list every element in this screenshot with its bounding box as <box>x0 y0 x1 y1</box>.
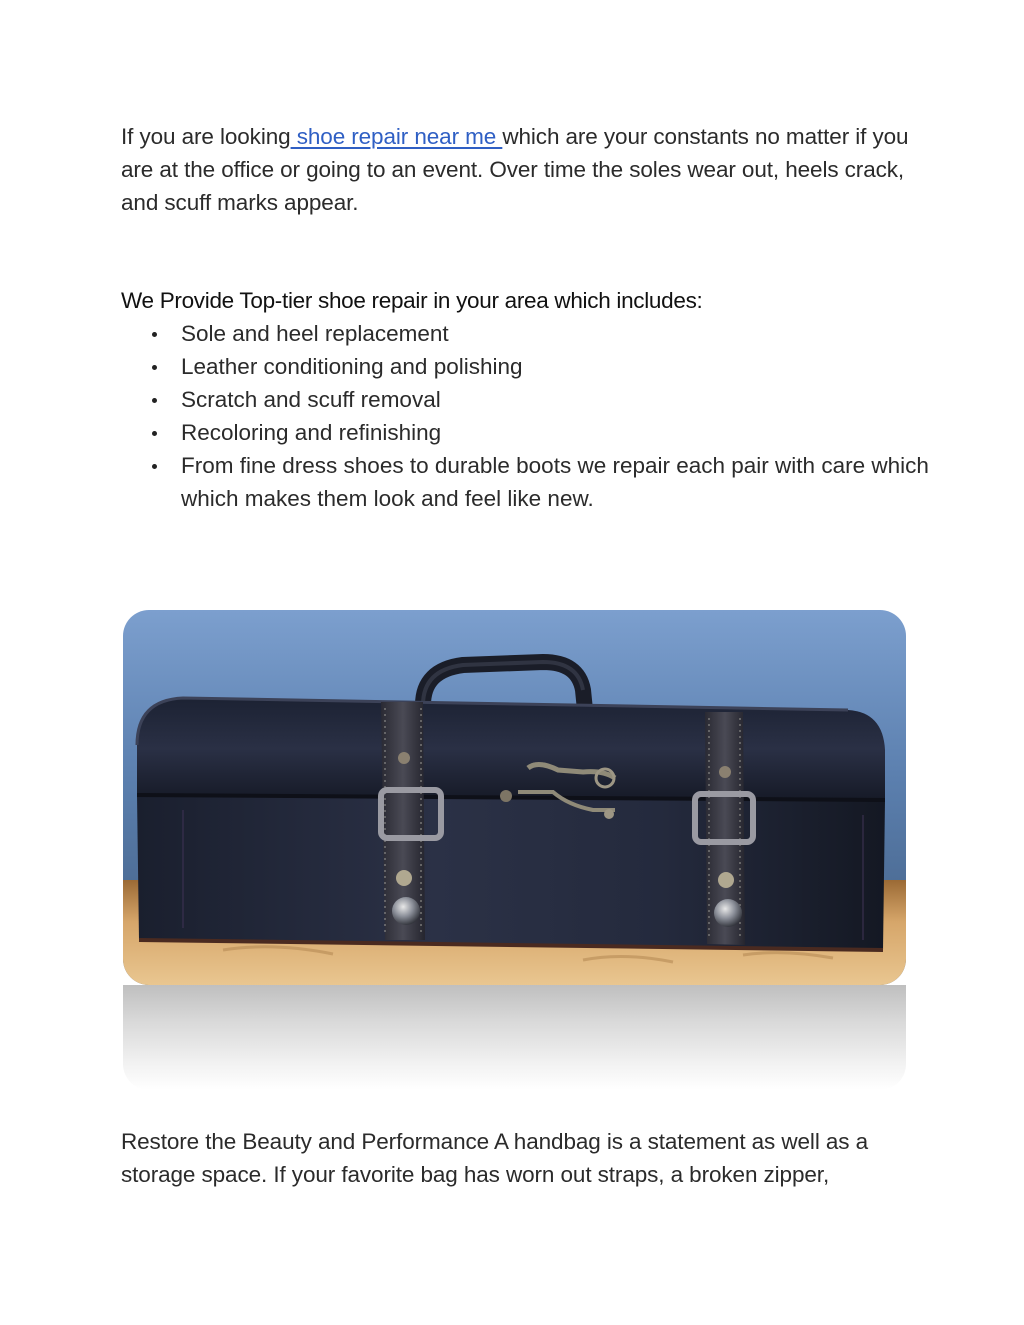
photo-reflection <box>123 985 906 1090</box>
leather-trunk-photo <box>123 610 906 985</box>
list-item: Recoloring and refinishing <box>181 416 981 449</box>
intro-paragraph <box>121 120 911 219</box>
services-heading: We Provide Top-tier shoe repair in your area which includes: <box>121 288 703 313</box>
list-item: Scratch and scuff removal <box>181 383 981 416</box>
intro-text-after-link: which are your constants no matter if you are at the office or going to an event. Over time the soles wear out, heels crack, and scuff marks appear. <box>121 124 909 215</box>
list-item: Sole and heel replacement <box>181 317 981 350</box>
shoe-repair-link[interactable]: shoe repair near me <box>290 124 503 149</box>
list-item: From fine dress shoes to durable boots we repair each pair with care which which makes them look and feel like new. <box>181 449 981 515</box>
outro-paragraph: Restore the Beauty and Performance A handbag is a statement as well as a storage space. If your favorite bag has worn out straps, a broken zipper, <box>121 1129 869 1187</box>
services-list <box>121 317 981 515</box>
intro-text-before-link: If you are looking <box>121 124 291 149</box>
list-item: Leather conditioning and polishing <box>181 350 981 383</box>
